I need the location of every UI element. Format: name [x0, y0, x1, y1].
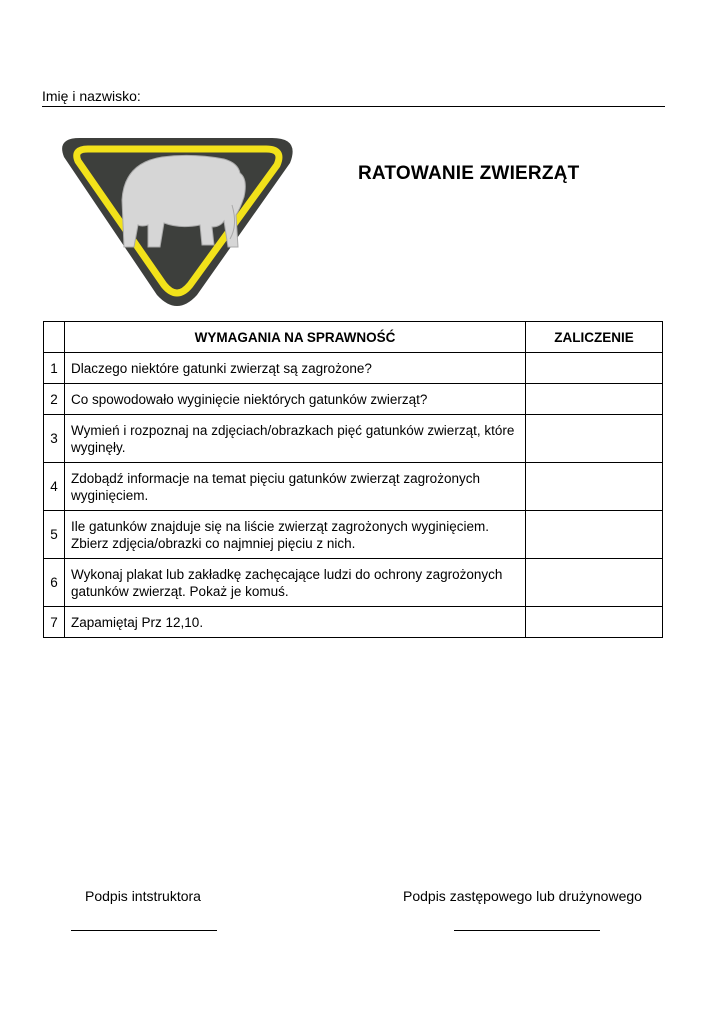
completion-cell[interactable]	[526, 511, 663, 559]
requirement-text: Co spowodowało wyginięcie niektórych gatunków zwierząt?	[65, 384, 526, 415]
completion-cell[interactable]	[526, 607, 663, 638]
requirement-text: Ile gatunków znajduje się na liście zwierząt zagrożonych wyginięciem. Zbierz zdjęcia/obrazki co najmniej pięciu z nich.	[65, 511, 526, 559]
instructor-signature-line[interactable]	[71, 930, 217, 931]
requirement-text: Wykonaj plakat lub zakładkę zachęcające ludzi do ochrony zagrożonych gatunków zwierząt. Pokaż je komuś.	[65, 559, 526, 607]
table-row	[44, 559, 663, 607]
requirement-text: Wymień i rozpoznaj na zdjęciach/obrazkach pięć gatunków zwierząt, które wyginęły.	[65, 415, 526, 463]
instructor-signature-label: Podpis intstruktora	[85, 888, 201, 904]
table-row	[44, 607, 663, 638]
completion-cell[interactable]	[526, 353, 663, 384]
name-label: Imię i nazwisko:	[42, 88, 141, 104]
table-row	[44, 511, 663, 559]
completion-cell[interactable]	[526, 415, 663, 463]
requirements-header: WYMAGANIA NA SPRAWNOŚĆ	[65, 322, 526, 353]
row-number: 6	[44, 559, 65, 607]
requirement-text: Zapamiętaj Prz 12,10.	[65, 607, 526, 638]
row-number: 3	[44, 415, 65, 463]
requirements-table	[43, 321, 663, 638]
table-row	[44, 415, 663, 463]
row-number: 2	[44, 384, 65, 415]
requirement-text: Dlaczego niektóre gatunki zwierząt są zagrożone?	[65, 353, 526, 384]
table-row	[44, 353, 663, 384]
leader-signature-line[interactable]	[454, 930, 600, 931]
name-field[interactable]	[42, 88, 665, 107]
table-header-row	[44, 322, 663, 353]
row-number: 4	[44, 463, 65, 511]
table-row	[44, 384, 663, 415]
row-number: 1	[44, 353, 65, 384]
completion-header: ZALICZENIE	[526, 322, 663, 353]
elephant-badge-icon	[52, 135, 302, 310]
completion-cell[interactable]	[526, 384, 663, 415]
row-number: 5	[44, 511, 65, 559]
requirement-text: Zdobądź informacje na temat pięciu gatunków zwierząt zagrożonych wyginięciem.	[65, 463, 526, 511]
completion-cell[interactable]	[526, 463, 663, 511]
leader-signature-label: Podpis zastępowego lub drużynowego	[403, 888, 642, 904]
completion-cell[interactable]	[526, 559, 663, 607]
page-title: RATOWANIE ZWIERZĄT	[358, 163, 580, 184]
number-header-cell	[44, 322, 65, 353]
table-row	[44, 463, 663, 511]
row-number: 7	[44, 607, 65, 638]
